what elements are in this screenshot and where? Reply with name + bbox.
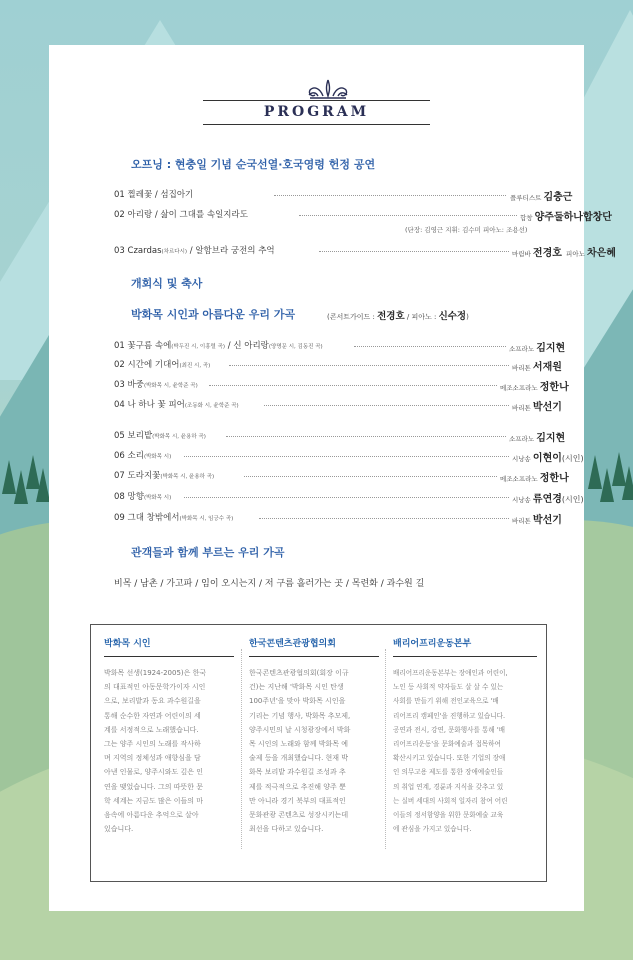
song-row: 08 망향(박화목 시) 시낭송 류연경(시인): [114, 492, 584, 505]
opening-row: 02 아리랑 / 삶이 그대를 속일지라도 합창 양주둘하나합창단: [114, 210, 612, 223]
page-title: PROGRAM: [263, 104, 370, 120]
section-ceremony: 개회식 및 축사: [131, 277, 203, 290]
song-row: 07 도라지꽃(박화목 시, 윤용하 곡) 메조소프라노 정한나: [114, 471, 569, 484]
ornament-icon: [306, 78, 350, 100]
choir-note: (단장: 김영근 지휘: 김수미 피아노: 조용선): [405, 226, 528, 234]
song-row: 04 나 하나 꽃 피어(조동화 시, 윤학준 곡) 바리톤 박선기: [114, 400, 562, 413]
header-rule-top: [203, 100, 430, 101]
info-box: [90, 624, 547, 882]
song-row: 01 꽃구름 속에(박두진 시, 이흥렬 곡) / 신 아리랑(양명문 시, 김동진 곡) 소프라노 김지현: [114, 341, 566, 354]
info-heading: 배리어프리운동본부: [393, 639, 472, 649]
singalong-songs: 비목 / 남촌 / 가고파 / 임이 오시는지 / 저 구름 흘러가는 곳 / 목련화 / 과수원 길: [114, 579, 425, 589]
section-singalong: 관객들과 함께 부르는 우리 가곡: [131, 546, 285, 559]
header-rule-bottom: [203, 124, 430, 125]
opening-row: 01 찔레꽃 / 섬집아기 플루티스트 김충근: [114, 190, 573, 203]
info-heading: 박화목 시인: [104, 639, 151, 649]
info-column-council: 한국콘텐츠관광협의회 한국콘텐츠관광협의회(회장 이규 건)는 지난해 '박화목 시인 탄생 100주년'을 맞아 박화목 시인을 기리는 기념 행사, 박화목 추모제, 양주시민의 날 시청광장에서 박화 목 시인의 노래와 함께 박화목 예 술제 등을 개최했습니다. 현재 박 화목 보리밭 과수원길 조성과 추 제를 적극적으로 추진해 양주 뿐 만 아니라 경기 북부의 대표적인 문화관광 콘텐츠로 성장시키는데 최선을 다하고 있습니다.: [249, 636, 379, 836]
info-heading: 한국콘텐츠관광협의회: [249, 639, 336, 649]
song-row: 02 시간에 기대어(최진 시, 곡) 바리톤 서재원: [114, 360, 562, 373]
info-column-poet: 박화목 시인 박화목 선생(1924-2005)은 한국 의 대표적인 아동문학가이자 시인 으로, 보리밭과 동요 과수원길을 통해 순수한 자연과 어린이의 세 계를 서정적으로 노래했습니다. 그는 양주 시인의 노래를 작사하 며 지역의 정체성과 애향심을 담 아낸 인물로, 양주시와도 깊은 인 연을 맺었습니다. 그의 따뜻한 문 학 세계는 지금도 많은 이들의 마 음속에 아름다운 추억으로 살아 있습니다.: [104, 636, 234, 836]
song-row: 06 소리(박화목 시) 시낭송 이현이(시인): [114, 451, 584, 464]
section-opening: 오프닝 : 현충일 기념 순국선열·호국영령 헌정 공연: [131, 158, 376, 171]
section-poems: 박화목 시인과 아름다운 우리 가곡: [131, 308, 296, 321]
opening-row: 03 Czardas(차르다시) / 알함브라 궁전의 추억 마림바 전경호 피아노 차은혜: [114, 246, 616, 259]
song-row: 05 보리밭(박화목 시, 윤용하 곡) 소프라노 김지현: [114, 431, 566, 444]
poems-credits: (콘서트가이드 : 전경호 / 피아노 : 신수정): [327, 311, 469, 322]
song-row: 03 바중(박화목 시, 윤학준 곡) 메조소프라노 정한나: [114, 380, 569, 393]
song-row: 09 그대 창밖에서(박화목 시, 임긍수 곡) 바리톤 박선기: [114, 513, 562, 526]
info-column-barrierfree: 배리어프리운동본부 배리어프리운동본부는 장애인과 어린이, 노인 등 사회적 약자들도 살 살 수 있는 사회를 만들기 위해 전인교육으로 '배 리어프리 캠페인'을 진행하고 있습니다. 공연과 전시, 강연, 문화행사를 통해 '배 리어프리운동'을 문화예술과 접목하여 확산시키고 있습니다. 또한 기업의 장애 인 의무고용 제도를 통한 장애예술인들 의 취업 연계, 경륜과 지식을 갖추고 있 는 실버 세대의 사회적 일자리 참여 어린 이들의 정서함양을 위한 문화예술 교육 에 관심을 가지고 있습니다.: [393, 636, 537, 836]
